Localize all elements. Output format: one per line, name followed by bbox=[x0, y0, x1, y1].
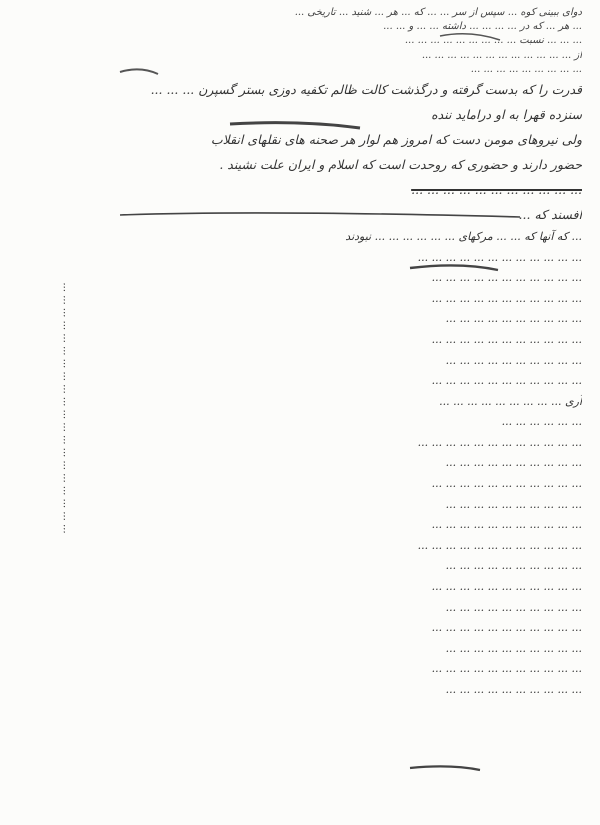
text-line: ... ... ... ... ... ... ... ... ... ... bbox=[445, 641, 582, 655]
text-line: ... ... ... ... ... ... ... ... ... ... ... ... bbox=[417, 538, 582, 552]
header-line: از ... ... ... ... ... ... ... ... ... ... ... ... bbox=[421, 49, 582, 61]
header-line: ... ... ... نسبت ... ... ... ... ... ... ... ... ... bbox=[404, 35, 582, 47]
text-line: ... ... ... ... ... ... ... ... ... ... ... bbox=[431, 332, 582, 346]
text-line: ... ... ... ... ... ... ... ... ... ... ... bbox=[431, 662, 582, 676]
text-line: ... ... ... ... ... ... ... ... ... ... ... bbox=[431, 518, 582, 532]
struck-text: ... ... ... ... ... ... ... ... ... ... ... bbox=[411, 181, 582, 197]
text-line: ... ... ... ... ... ... ... ... ... ... ... ... bbox=[417, 250, 582, 264]
text-line: ... ... ... ... ... ... ... ... ... ... ... bbox=[431, 580, 582, 594]
text-line: ... ... ... ... ... ... bbox=[501, 415, 582, 429]
text-line: ... ... ... ... ... ... ... ... ... ... bbox=[445, 497, 582, 511]
struck-text-line bbox=[42, 177, 582, 202]
header-line: دوای ببینی کوه ... سپس از سر ... ... که ... هر ... شنید ... تاریخی ... bbox=[294, 7, 582, 18]
text-line: ... ... ... ... ... ... ... ... ... ... bbox=[445, 353, 582, 367]
text-line: حضور دارند و حضوری که روحدت است که اسلام و ایران علت نشیند . bbox=[219, 156, 582, 172]
text-line: ... ... ... ... ... ... ... ... ... ... bbox=[445, 559, 582, 573]
text-line: ... ... ... ... ... ... ... ... ... ... ... bbox=[431, 291, 582, 305]
handwritten-text-block bbox=[42, 6, 582, 818]
text-line: ... ... ... ... ... ... ... ... ... ... bbox=[445, 312, 582, 326]
text-line: سنزده قهرا به او دراماید ننده bbox=[431, 106, 582, 122]
text-line: ... ... ... ... ... ... ... ... ... ... bbox=[445, 683, 582, 696]
text-line: قدرت را که بدست گرفته و درگذشت کالت ظالم تکفیه دوزی بستر گسپرن ... ... ... bbox=[150, 81, 582, 97]
left-margin-note: ... ... ... ... ... ... ... ... ... ... ... ... ... ... ... ... ... ... ... ... bbox=[57, 282, 68, 534]
text-line: افسند که ... bbox=[518, 206, 582, 222]
text-line: ... ... ... ... ... ... ... ... ... ... ... ... bbox=[417, 435, 582, 449]
text-line: ... ... ... ... ... ... ... ... ... ... ... bbox=[431, 374, 582, 388]
text-line: ... ... ... ... ... ... ... ... ... ... bbox=[445, 600, 582, 614]
text-line: ... که آنها که ... ... مرکهای ... ... ... ... ... ... نبودند bbox=[345, 229, 582, 243]
text-line: ... ... ... ... ... ... ... ... ... ... ... bbox=[431, 271, 582, 285]
header-line: ... ... ... ... ... ... ... ... ... bbox=[470, 63, 582, 75]
header-line: ... هر ... که در ... ... ... ... داشته ... ... و ... ... bbox=[383, 21, 582, 33]
text-line: ... ... ... ... ... ... ... ... ... ... ... bbox=[431, 477, 582, 491]
text-line: آری ... ... ... ... ... ... ... ... ... bbox=[439, 394, 582, 408]
text-line: ولی نیروهای مومن دست که امروز هم لوار هر صحنه های نقلهای انقلاب bbox=[210, 131, 582, 147]
text-line: ... ... ... ... ... ... ... ... ... ... bbox=[445, 456, 582, 470]
text-line: ... ... ... ... ... ... ... ... ... ... ... bbox=[431, 621, 582, 635]
